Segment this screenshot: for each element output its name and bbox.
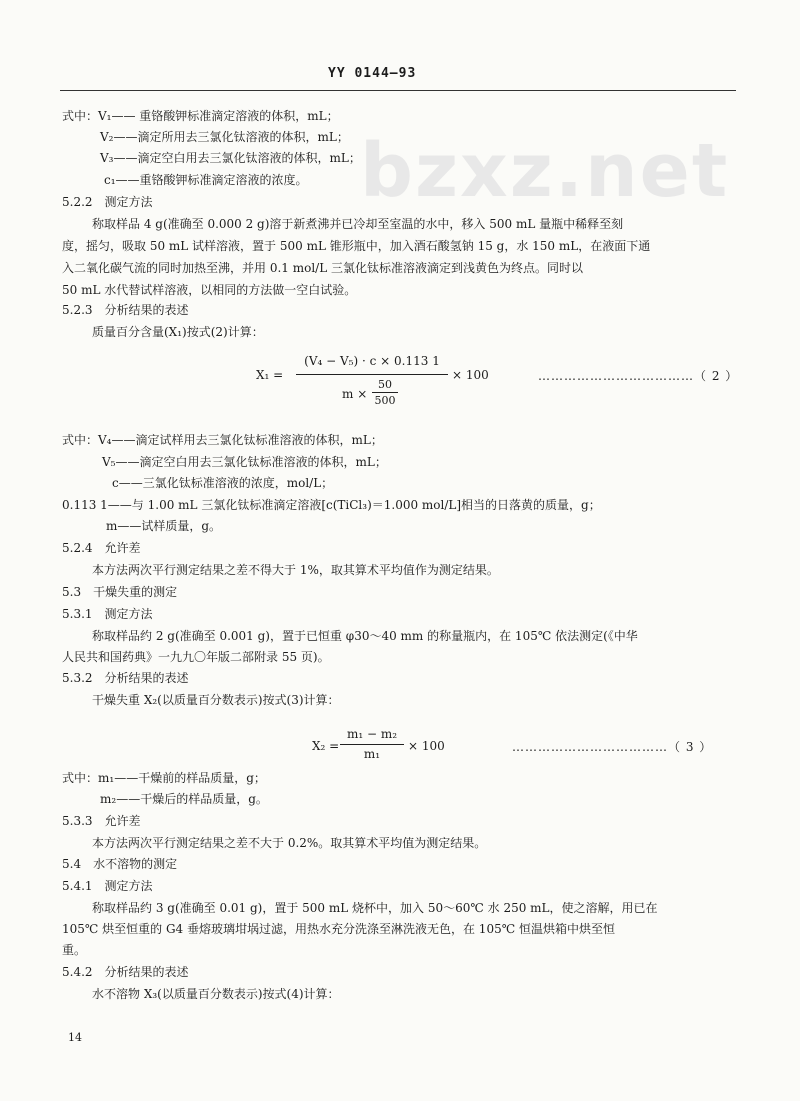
formula-tail: × 100 (408, 739, 445, 753)
formula-intro: 质量百分含量(X₁)按式(2)计算： (92, 325, 264, 339)
formula-intro: 干燥失重 X₂(以质量百分数表示)按式(3)计算： (92, 693, 340, 707)
formula-denominator-m: m × (342, 387, 368, 401)
fraction-bar (340, 744, 404, 745)
formula-numerator: m₁ − m₂ (346, 727, 398, 741)
section-heading: 5.4.2 分析结果的表述 (62, 965, 189, 979)
formula-lhs: X₁ = (256, 368, 284, 382)
header-rule (60, 90, 736, 91)
paragraph-line: 称取样品约 3 g(准确至 0.01 g)，置于 500 mL 烧杯中，加入 50～60℃ 水 250 mL，使之溶解，用已在 (92, 901, 658, 915)
formula-sub-denominator: 500 (374, 394, 396, 407)
fraction-bar (296, 374, 448, 375)
equation-number: ………………………………（ 2 ） (538, 369, 739, 383)
paragraph-line: 重。 (62, 943, 87, 957)
variable-line: V₅——滴定空白用去三氯化钛标准溶液的体积，mL； (102, 455, 387, 469)
sub-fraction-bar (372, 392, 398, 393)
watermark: bzxz.net (360, 128, 730, 214)
variable-line: 式中：m₁——干燥前的样品质量，g； (62, 771, 266, 785)
section-heading: 5.4 水不溶物的测定 (62, 857, 178, 871)
paragraph-line: 本方法两次平行测定结果之差不得大于 1%，取其算术平均值作为测定结果。 (92, 563, 499, 577)
variable-line: 式中：V₁—— 重铬酸钾标准滴定溶液的体积，mL； (62, 109, 339, 123)
section-heading: 5.3.2 分析结果的表述 (62, 671, 189, 685)
section-heading: 5.3.1 测定方法 (62, 607, 153, 621)
standard-code: YY 0144—93 (328, 66, 417, 81)
paragraph-line: 50 mL 水代替试样溶液，以相同的方法做一空白试验。 (62, 283, 357, 297)
paragraph-line: 称取样品 4 g(准确至 0.000 2 g)溶于新煮沸并已冷却至室温的水中，移入 500 mL 量瓶中稀释至刻 (92, 217, 624, 231)
formula-lhs: X₂ = (312, 739, 340, 753)
variable-line: V₂——滴定所用去三氯化钛溶液的体积，mL； (100, 130, 349, 144)
paragraph-line: 人民共和国药典》一九九〇年版二部附录 55 页)。 (62, 650, 330, 664)
section-heading: 5.3.3 允许差 (62, 814, 141, 828)
variable-line: 式中：V₄——滴定试样用去三氯化钛标准溶液的体积，mL； (62, 433, 383, 447)
paragraph-line: 称取样品约 2 g(准确至 0.001 g)，置于已恒重 φ30～40 mm 的称量瓶内，在 105℃ 依法测定(《中华 (92, 629, 638, 643)
paragraph-line: 本方法两次平行测定结果之差不大于 0.2%。取其算术平均值为测定结果。 (92, 836, 487, 850)
formula-tail: × 100 (452, 368, 489, 382)
formula-sub-numerator: 50 (378, 378, 392, 391)
variable-line: m₂——干燥后的样品质量，g。 (100, 792, 268, 806)
formula-intro: 水不溶物 X₃(以质量百分数表示)按式(4)计算： (92, 987, 340, 1001)
equation-number: ………………………………（ 3 ） (512, 740, 713, 754)
variable-line: V₃——滴定空白用去三氯化钛溶液的体积，mL； (100, 151, 361, 165)
section-heading: 5.2.2 测定方法 (62, 195, 153, 209)
paragraph-line: 度，摇匀，吸取 50 mL 试样溶液，置于 500 mL 锥形瓶中，加入酒石酸氢钠 15 g，水 150 mL，在液面下通 (62, 239, 651, 253)
variable-line: m——试样质量，g。 (106, 519, 222, 533)
variable-line: c——三氯化钛标准溶液的浓度，mol/L； (112, 476, 334, 490)
section-heading: 5.2.3 分析结果的表述 (62, 303, 189, 317)
formula-numerator: (V₄ − V₅) · c × 0.113 1 (304, 354, 440, 368)
paragraph-line: 入二氧化碳气流的同时加热至沸，并用 0.1 mol/L 三氯化钛标准溶液滴定到浅黄色为终点。同时以 (62, 261, 583, 275)
paragraph-line: 105℃ 烘至恒重的 G4 垂熔玻璃坩埚过滤，用热水充分洗涤至淋洗液无色，在 105℃ 恒温烘箱中烘至恒 (62, 922, 615, 936)
section-heading: 5.3 干燥失重的测定 (62, 585, 178, 599)
variable-line: c₁——重铬酸钾标准滴定溶液的浓度。 (104, 173, 308, 187)
section-heading: 5.2.4 允许差 (62, 541, 141, 555)
formula-denominator: m₁ (363, 747, 381, 761)
section-heading: 5.4.1 测定方法 (62, 879, 153, 893)
variable-line: 0.113 1——与 1.00 mL 三氯化钛标准滴定溶液[c(TiCl₃)＝1.000 mol/L]相当的日落黄的质量，g； (62, 498, 601, 512)
page-number: 14 (68, 1031, 82, 1044)
